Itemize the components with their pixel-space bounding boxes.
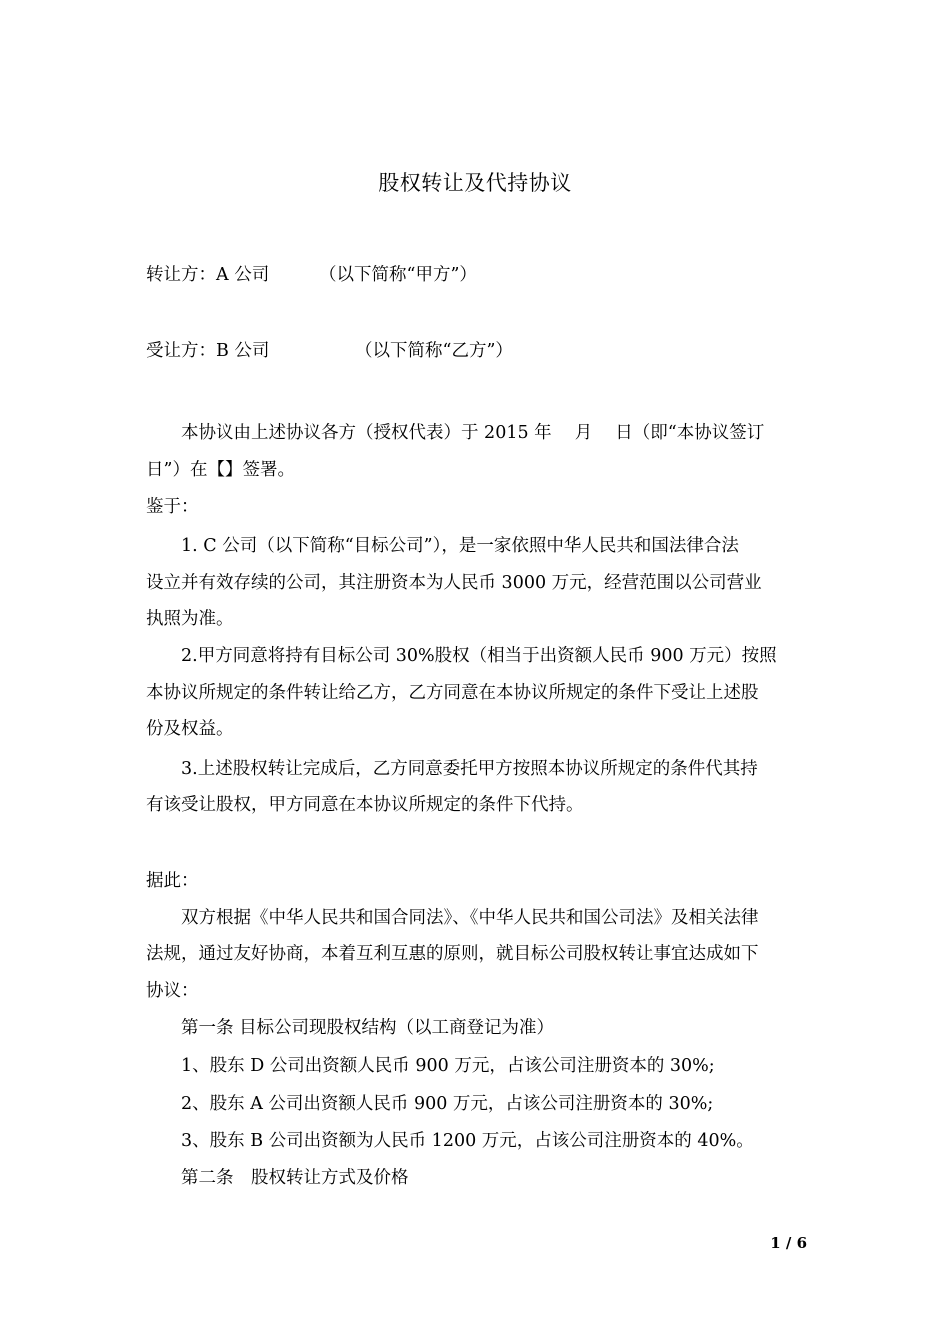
transferee-note: （以下简称“乙方”） — [355, 341, 513, 361]
recital-1-line-3: 执照为准。 — [146, 609, 234, 629]
recital-2-line-3: 份及权益。 — [146, 719, 234, 739]
shareholder-item-1: 1、股东 D 公司出资额人民币 900 万元，占该公司注册资本的 30%; — [181, 1056, 715, 1076]
shareholder-item-3: 3、股东 B 公司出资额为人民币 1200 万元，占该公司注册资本的 40%。 — [181, 1131, 754, 1151]
agreement-intro-line-1: 双方根据《中华人民共和国合同法》、《中华人民共和国公司法》及相关法律 — [181, 908, 759, 928]
therefore-heading: 据此： — [146, 871, 199, 891]
article-1-heading: 第一条 目标公司现股权结构（以工商登记为准） — [181, 1018, 555, 1038]
recital-2-line-1: 2.甲方同意将持有目标公司 30%股权（相当于出资额人民币 900 万元）按照 — [181, 646, 777, 666]
preamble-line-1: 本协议由上述协议各方（授权代表）于 2015 年 月 日（即“本协议签订 — [181, 423, 765, 443]
recital-3-line-1: 3.上述股权转让完成后，乙方同意委托甲方按照本协议所规定的条件代其持 — [181, 759, 758, 779]
agreement-intro-line-2: 法规，通过友好协商，本着互利互惠的原则，就目标公司股权转让事宜达成如下 — [146, 944, 759, 964]
recital-1-line-2: 设立并有效存续的公司，其注册资本为人民币 3000 万元，经营范围以公司营业 — [146, 573, 762, 593]
preamble-line-2: 日”）在【】签署。 — [146, 460, 295, 480]
whereas-heading: 鉴于： — [146, 497, 199, 517]
transferee-label: 受让方：B 公司 — [146, 341, 270, 361]
shareholder-item-2: 2、股东 A 公司出资额人民币 900 万元，占该公司注册资本的 30%; — [181, 1094, 714, 1114]
transferor-note: （以下简称“甲方”） — [319, 265, 477, 285]
article-2-heading: 第二条 股权转让方式及价格 — [181, 1168, 409, 1188]
agreement-intro-line-3: 协议： — [146, 981, 199, 1001]
recital-3-line-2: 有该受让股权，甲方同意在本协议所规定的条件下代持。 — [146, 795, 584, 815]
page-number: 1 / 6 — [770, 1234, 807, 1252]
recital-1-line-1: 1. C 公司（以下简称“目标公司”），是一家依照中华人民共和国法律合法 — [181, 536, 739, 556]
recital-2-line-2: 本协议所规定的条件转让给乙方，乙方同意在本协议所规定的条件下受让上述股 — [146, 683, 759, 703]
transferor-label: 转让方：A 公司 — [146, 265, 270, 285]
document-title: 股权转让及代持协议 — [378, 171, 572, 195]
